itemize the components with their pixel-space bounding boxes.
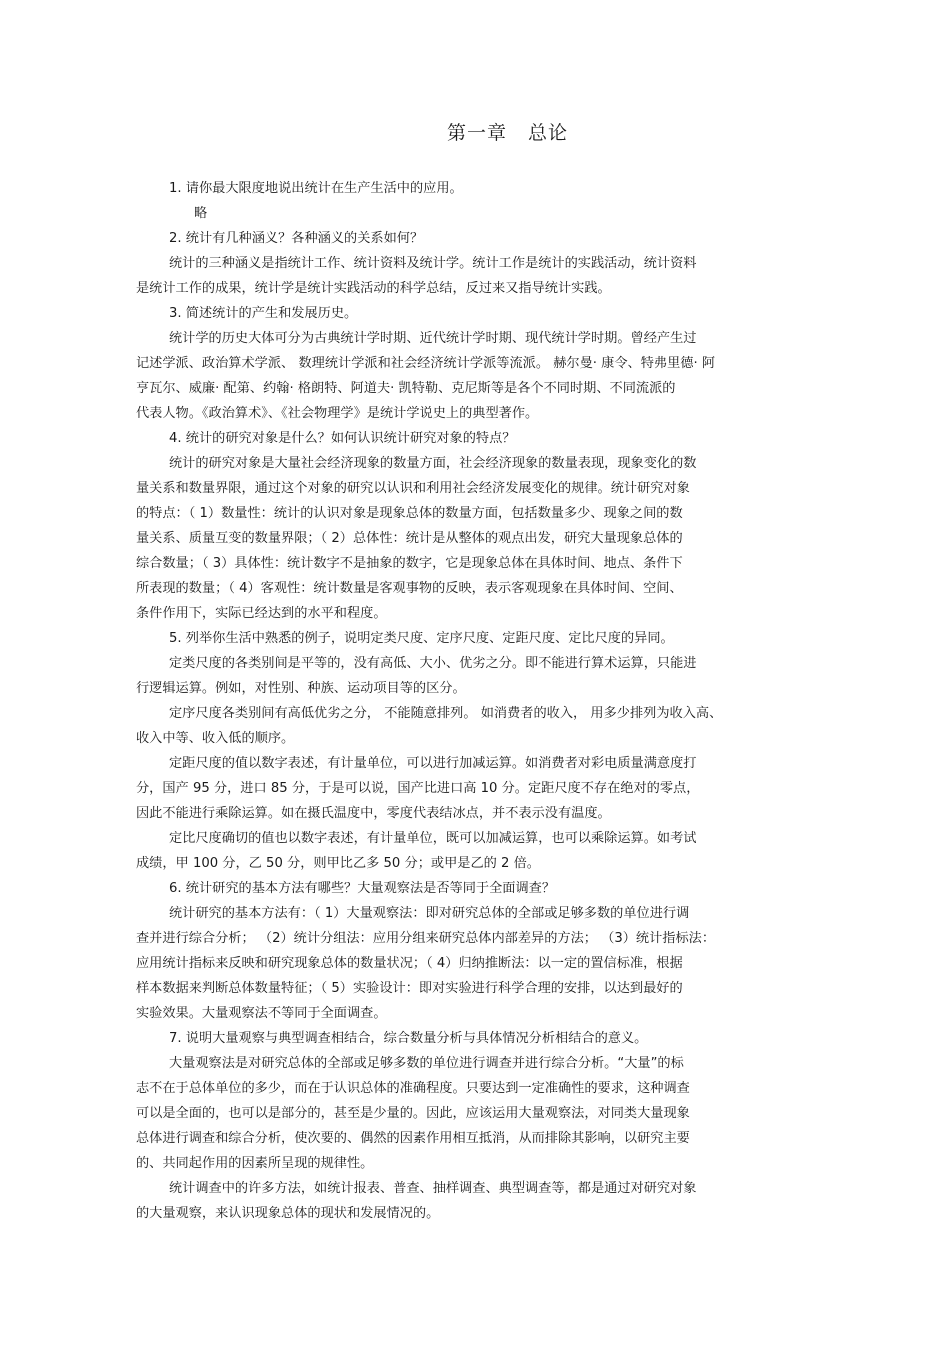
question-line: 1. 请你最大限度地说出统计在生产生活中的应用。 <box>169 181 463 196</box>
text-line: 统计的三种涵义是指统计工作、统计资料及统计学。统计工作是统计的实践活动，统计资料 <box>169 256 697 271</box>
text-line: 亨瓦尔、威廉· 配第、约翰· 格朗特、阿道夫· 凯特勒、克尼斯等是各个不同时期、不同流派的 <box>136 381 676 396</box>
question-line: 5. 列举你生活中熟悉的例子，说明定类尺度、定序尺度、定距尺度、定比尺度的异同。 <box>169 631 674 646</box>
text-line: 统计研究的基本方法有：（ 1）大量观察法：即对研究总体的全部或足够多数的单位进行调 <box>169 906 690 921</box>
text-line: 定距尺度的值以数字表述，有计量单位，可以进行加减运算。如消费者对彩电质量满意度打 <box>169 756 697 771</box>
text-line: 的特点：（ 1）数量性：统计的认识对象是现象总体的数量方面，包括数量多少、现象之间的数 <box>136 506 683 521</box>
text-line: 综合数量；（ 3）具体性：统计数字不是抽象的数字，它是现象总体在具体时间、地点、条件下 <box>136 556 683 571</box>
text-line: 总体进行调查和综合分析，使次要的、偶然的因素作用相互抵消，从而排除其影响，以研究主要 <box>136 1131 690 1146</box>
text-line: 定序尺度各类别间有高低优劣之分， 不能随意排列。 如消费者的收入， 用多少排列为收入高、 <box>169 706 723 721</box>
text-line: 统计的研究对象是大量社会经济现象的数量方面，社会经济现象的数量表现，现象变化的数 <box>169 456 697 471</box>
text-line: 因此不能进行乘除运算。如在摄氏温度中，零度代表结冰点，并不表示没有温度。 <box>136 806 611 821</box>
text-line: 量关系、质量互变的数量界限；（ 2）总体性：统计是从整体的观点出发，研究大量现象总体的 <box>136 531 683 546</box>
text-line: 量关系和数量界限，通过这个对象的研究以认识和利用社会经济发展变化的规律。统计研究对象 <box>136 481 690 496</box>
text-line: 分，国产 95 分，进口 85 分，于是可以说，国产比进口高 10 分。定距尺度不存在绝对的零点， <box>136 781 700 796</box>
question-line: 4. 统计的研究对象是什么？如何认识统计研究对象的特点？ <box>169 431 516 446</box>
text-line: 统计学的历史大体可分为古典统计学时期、近代统计学时期、现代统计学时期。曾经产生过 <box>169 331 697 346</box>
question-line: 6. 统计研究的基本方法有哪些？大量观察法是否等同于全面调查？ <box>169 881 556 896</box>
text-line: 行逻辑运算。例如，对性别、种族、运动项目等的区分。 <box>136 681 466 696</box>
text-line: 应用统计指标来反映和研究现象总体的数量状况；（ 4）归纳推断法：以一定的置信标准，根据 <box>136 956 683 971</box>
text-line: 志不在于总体单位的多少，而在于认识总体的准确程度。只要达到一定准确性的要求，这种调查 <box>136 1081 690 1096</box>
text-line: 定类尺度的各类别间是平等的，没有高低、大小、优劣之分。即不能进行算术运算，只能进 <box>169 656 697 671</box>
text-line: 统计调查中的许多方法，如统计报表、普查、抽样调查、典型调查等，都是通过对研究对象 <box>169 1181 697 1196</box>
question-line: 3. 简述统计的产生和发展历史。 <box>169 306 358 321</box>
question-line: 2. 统计有几种涵义？各种涵义的关系如何？ <box>169 231 424 246</box>
text-line: 查并进行综合分析； （2）统计分组法：应用分组来研究总体内部差异的方法； （3）统计指标法： <box>136 931 716 946</box>
text-line: 的大量观察，来认识现象总体的现状和发展情况的。 <box>136 1206 440 1221</box>
text-line: 略 <box>194 206 208 221</box>
text-line: 定比尺度确切的值也以数字表述，有计量单位，既可以加减运算，也可以乘除运算。如考试 <box>169 831 697 846</box>
text-line: 实验效果。大量观察法不等同于全面调查。 <box>136 1006 387 1021</box>
text-line: 记述学派、政治算术学派、 数理统计学派和社会经济统计学派等流派。 赫尔曼· 康令、特弗里德· 阿 <box>136 356 716 371</box>
body-text <box>136 176 836 1226</box>
text-line: 大量观察法是对研究总体的全部或足够多数的单位进行调查并进行综合分析。“大量”的标 <box>169 1056 684 1071</box>
text-line: 可以是全面的，也可以是部分的，甚至是少量的。因此，应该运用大量观察法，对同类大量现象 <box>136 1106 690 1121</box>
question-line: 7. 说明大量观察与典型调查相结合，综合数量分析与具体情况分析相结合的意义。 <box>169 1031 648 1046</box>
text-line: 样本数据来判断总体数量特征；（ 5）实验设计：即对实验进行科学合理的安排，以达到最好的 <box>136 981 683 996</box>
chapter-title: 第一章 总论 <box>446 122 569 144</box>
text-line: 是统计工作的成果，统计学是统计实践活动的科学总结，反过来又指导统计实践。 <box>136 281 611 296</box>
text-line: 代表人物。《政治算术》、《社会物理学》是统计学说史上的典型著作。 <box>136 406 539 421</box>
text-line: 所表现的数量；（ 4）客观性：统计数量是客观事物的反映，表示客观现象在具体时间、空间、 <box>136 581 683 596</box>
text-line: 成绩，甲 100 分，乙 50 分，则甲比乙多 50 分；或甲是乙的 2 倍。 <box>136 856 540 871</box>
text-line: 条件作用下，实际已经达到的水平和程度。 <box>136 606 387 621</box>
text-line: 的、共同起作用的因素所呈现的规律性。 <box>136 1156 374 1171</box>
text-line: 收入中等、收入低的顺序。 <box>136 731 295 746</box>
